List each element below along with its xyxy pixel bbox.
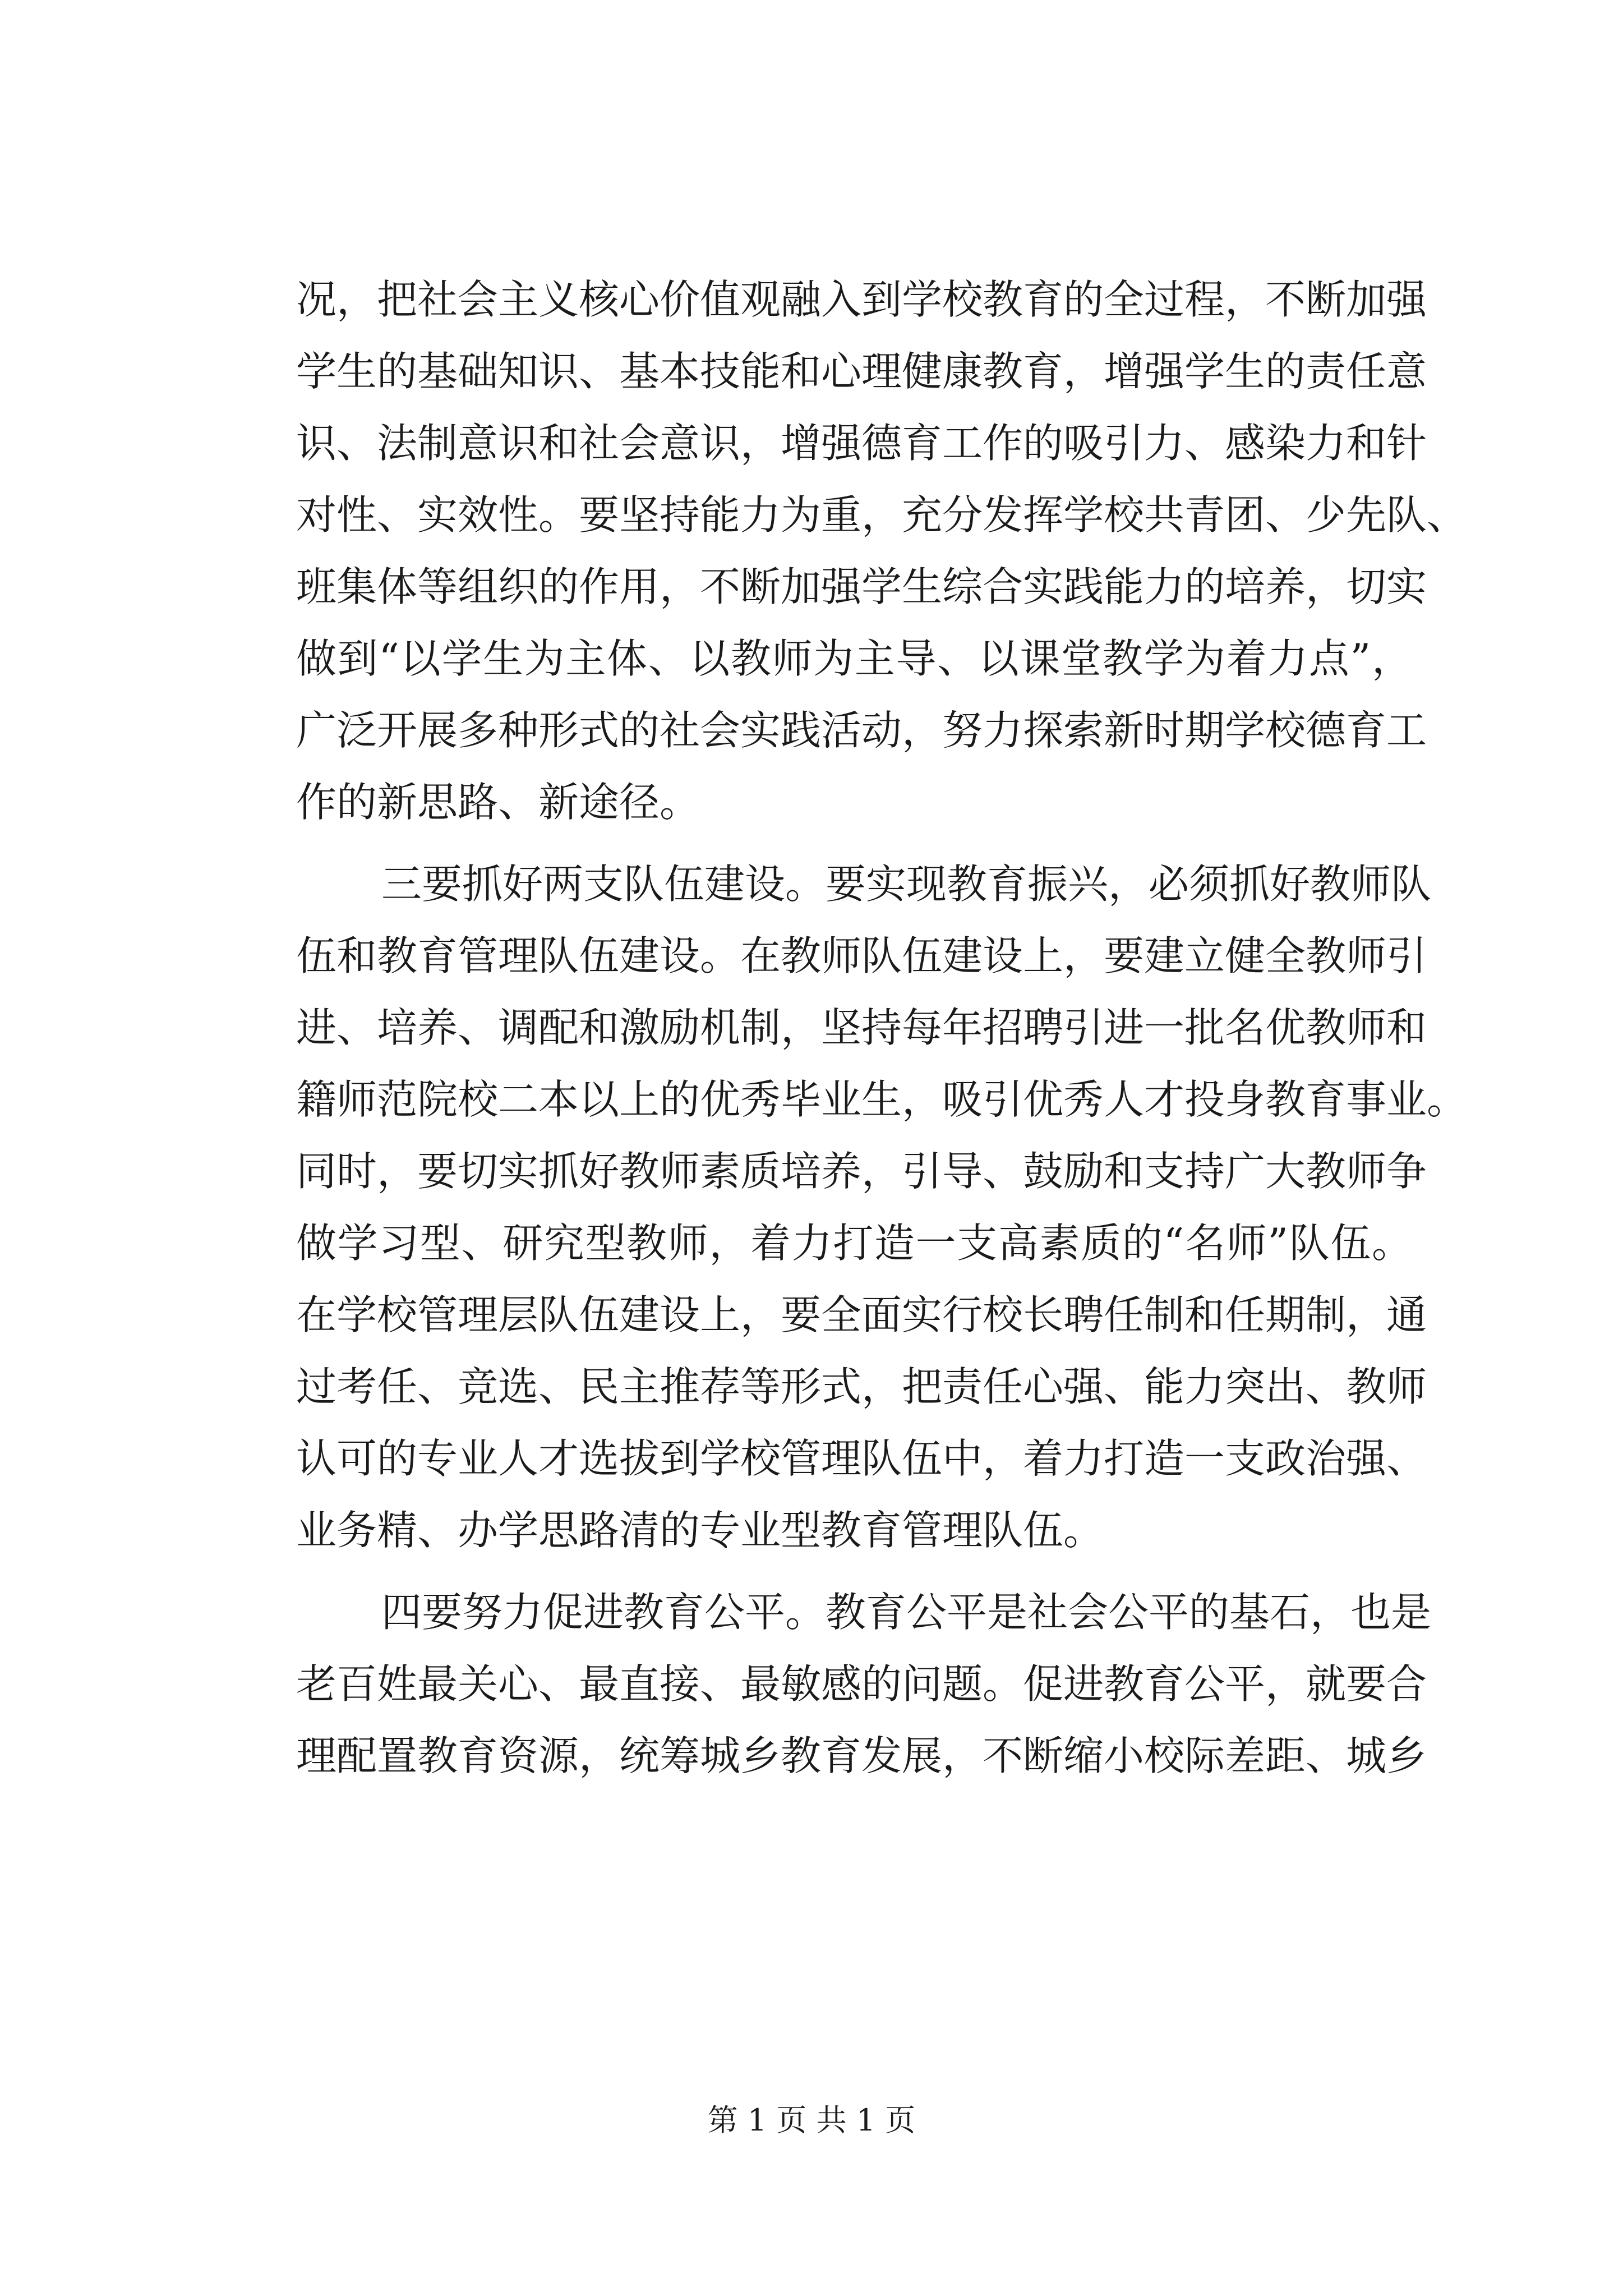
paragraph-1 — [296, 264, 1468, 838]
paragraph-gap — [296, 1566, 1412, 1576]
text-line: 理配置教育资源，统筹城乡教育发展，不断缩小校际差距、城乡 — [296, 1732, 1427, 1779]
text-line: 作的新思路、新途径。 — [296, 779, 700, 826]
text-line: 四要努力促进教育公平。教育公平是社会公平的基石，也是 — [381, 1589, 1432, 1636]
text-line: 学生的基础知识、基本技能和心理健康教育，增强学生的责任意 — [296, 348, 1427, 395]
document-body — [296, 264, 1468, 1792]
text-line: 对性、实效性。要坚持能力为重，充分发挥学校共青团、少先队、 — [296, 491, 1468, 539]
paragraph-gap — [296, 838, 1412, 848]
text-line: 况，把社会主义核心价值观融入到学校教育的全过程，不断加强 — [296, 276, 1427, 323]
text-line: 班集体等组织的作用，不断加强学生综合实践能力的培养，切实 — [296, 563, 1427, 610]
text-line: 籍师范院校二本以上的优秀毕业生，吸引优秀人才投身教育事业。 — [296, 1076, 1468, 1123]
text-line: 做学习型、研究型教师，着力打造一支高素质的“名师”队伍。 — [296, 1220, 1412, 1267]
text-line: 业务精、办学思路清的专业型教育管理队伍。 — [296, 1507, 1104, 1554]
text-line: 做到“以学生为主体、以教师为主导、以课堂教学为着力点”， — [296, 635, 1412, 682]
text-line: 老百姓最关心、最直接、最敏感的问题。促进教育公平，就要合 — [296, 1660, 1427, 1708]
text-line: 过考任、竞选、民主推荐等形式，把责任心强、能力突出、教师 — [296, 1363, 1427, 1410]
text-line: 三要抓好两支队伍建设。要实现教育振兴，必须抓好教师队 — [381, 861, 1432, 908]
paragraph-3 — [296, 1576, 1432, 1792]
text-line: 同时，要切实抓好教师素质培养，引导、鼓励和支持广大教师争 — [296, 1148, 1427, 1195]
text-line: 伍和教育管理队伍建设。在教师队伍建设上，要建立健全教师引 — [296, 932, 1427, 979]
paragraph-2 — [296, 848, 1468, 1566]
page-number-footer: 第 1 页 共 1 页 — [707, 2102, 916, 2138]
text-line: 广泛开展多种形式的社会实践活动，努力探索新时期学校德育工 — [296, 707, 1427, 754]
text-line: 在学校管理层队伍建设上，要全面实行校长聘任制和任期制，通 — [296, 1291, 1427, 1338]
text-line: 认可的专业人才选拔到学校管理队伍中，着力打造一支政治强、 — [296, 1435, 1427, 1482]
text-line: 识、法制意识和社会意识，增强德育工作的吸引力、感染力和针 — [296, 420, 1427, 467]
text-line: 进、培养、调配和激励机制，坚持每年招聘引进一批名优教师和 — [296, 1004, 1427, 1051]
